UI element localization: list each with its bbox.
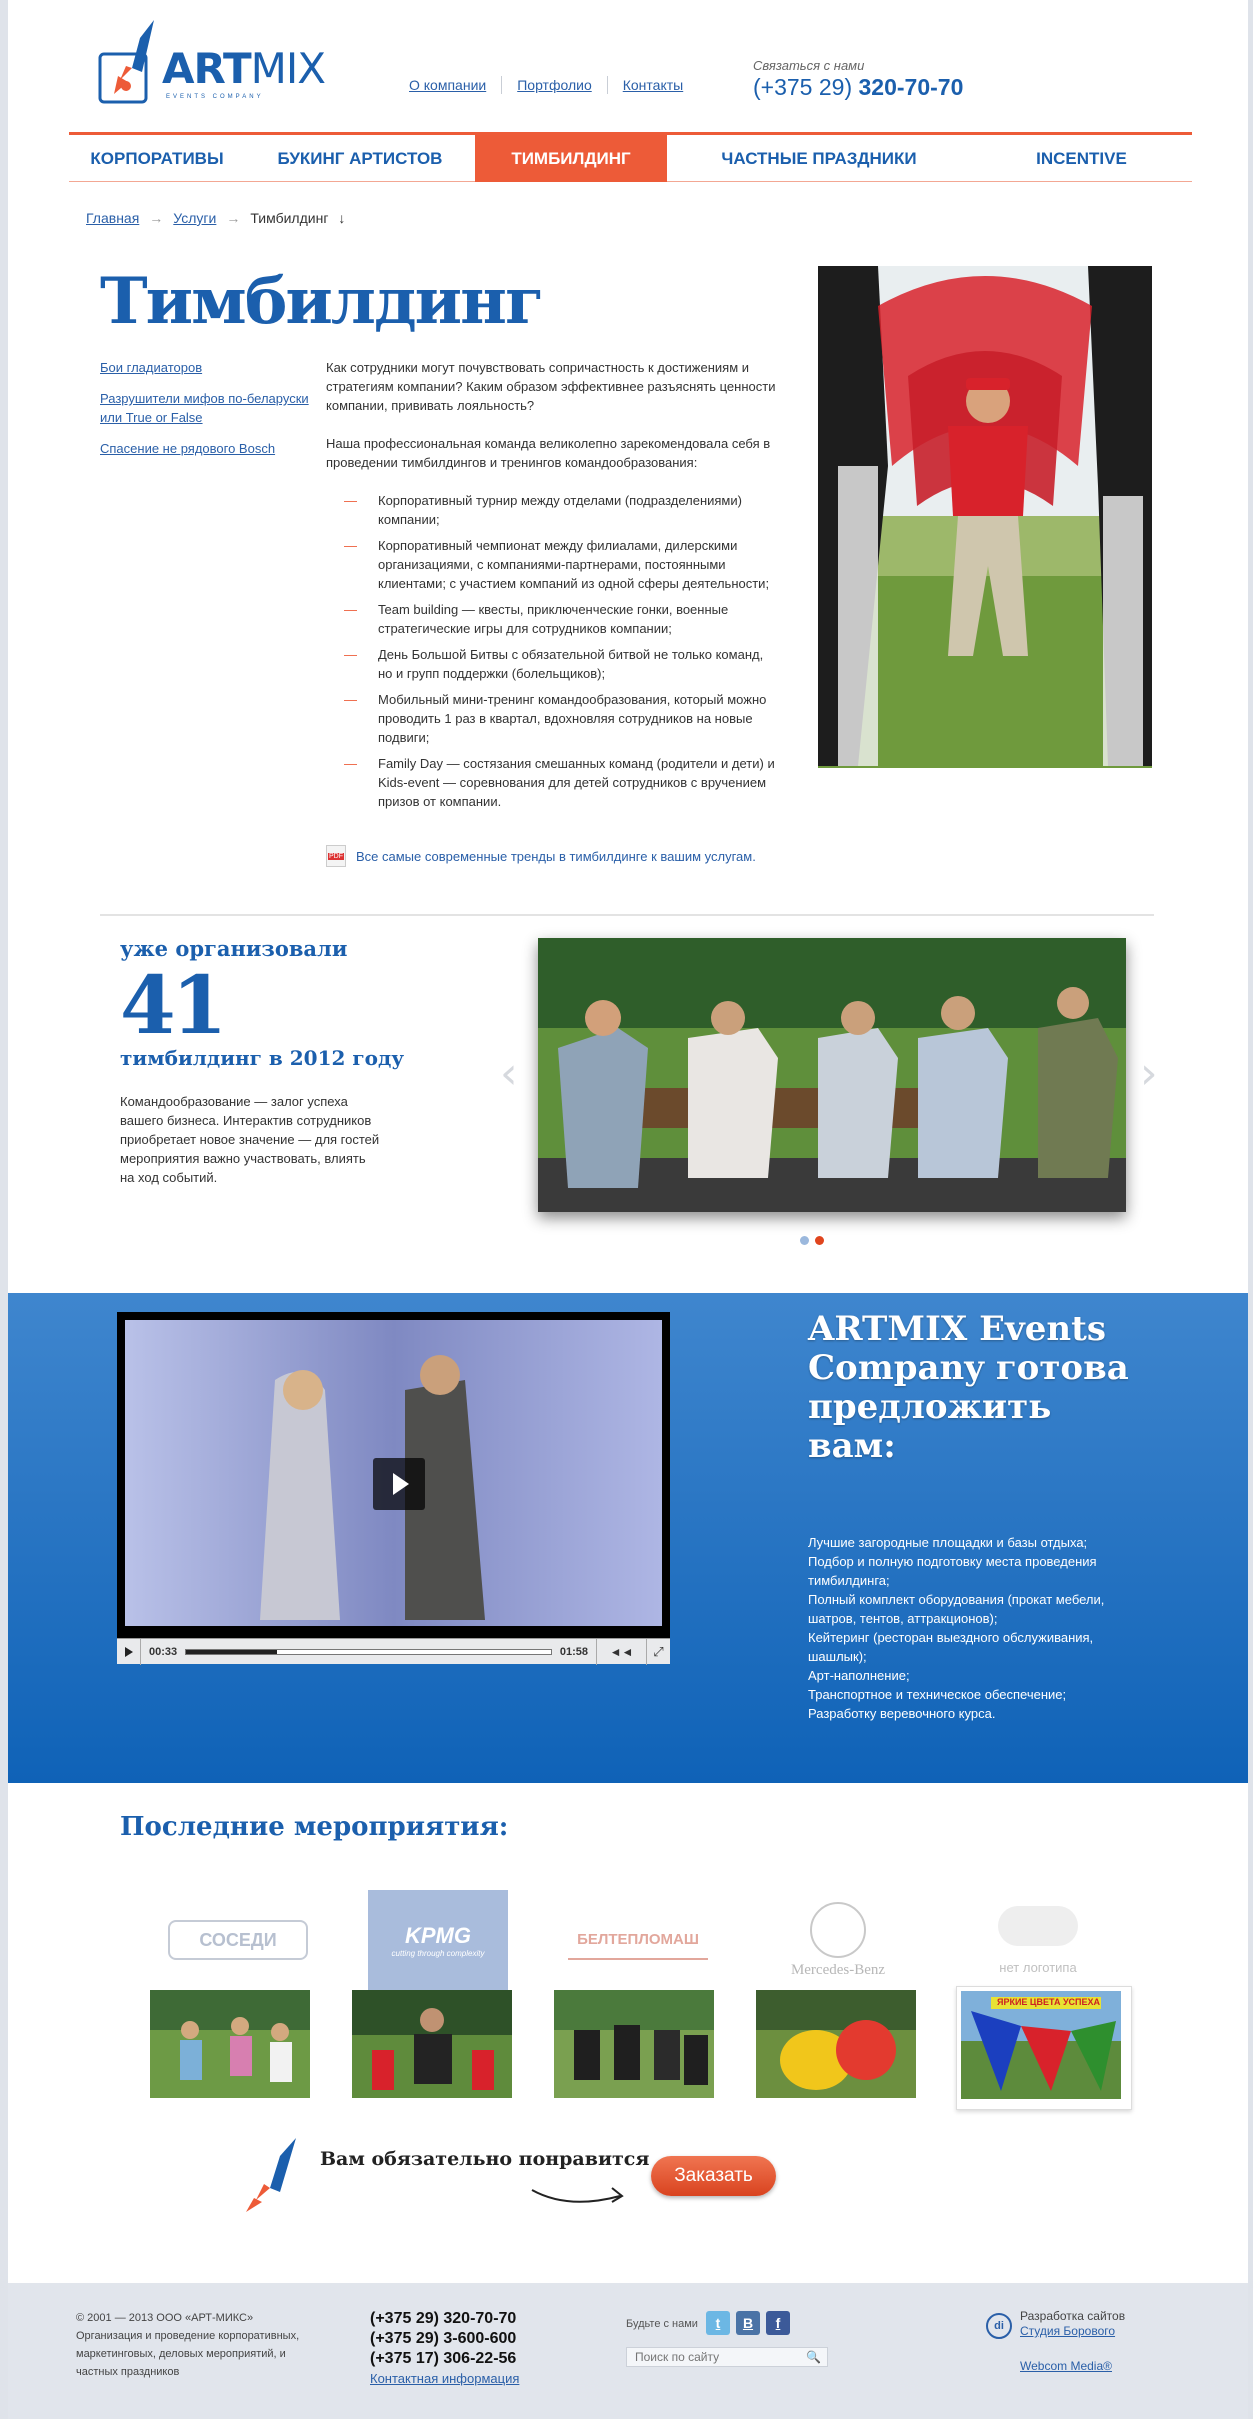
slider-dot[interactable]: [800, 1236, 809, 1245]
mercedes-star-icon: [810, 1902, 866, 1958]
slider-next-button[interactable]: ›: [1140, 1048, 1158, 1099]
play-pause-button[interactable]: [117, 1639, 141, 1665]
slider-dot-active[interactable]: [815, 1236, 824, 1245]
pdf-link[interactable]: Все самые современные тренды в тимбилдинге к вашим услугам.: [356, 848, 756, 864]
event-thumb-featured[interactable]: [956, 1986, 1132, 2110]
slider-prev-button[interactable]: ‹: [500, 1048, 518, 1099]
mainnav-teambuilding[interactable]: ТИМБИЛДИНГ: [475, 135, 667, 182]
order-button[interactable]: Заказать: [651, 2156, 776, 2196]
teambuilding-photo: [818, 266, 1152, 768]
list-item: — День Большой Битвы с обязательной битвой не только команд, но и групп поддержки (болельщиков);: [344, 645, 776, 683]
logo-sosedi[interactable]: СОСЕДИ: [168, 1920, 308, 1960]
sidebar-link-mythbusters[interactable]: Разрушители мифов по-беларуски или True or False: [100, 391, 309, 425]
intro-paragraph: Как сотрудники могут почувствовать сопричастность к достижениям и стратегиям компании? Каким образом эффективнее разъяснять ценности компании, прививать лояльность?: [326, 360, 776, 413]
play-icon[interactable]: [373, 1458, 425, 1510]
topnav-contacts-link[interactable]: Контакты: [607, 76, 698, 94]
sidebar-links: [100, 358, 320, 470]
page: [8, 0, 1248, 2419]
facebook-icon[interactable]: f: [766, 2311, 790, 2335]
footer-phone[interactable]: (+375 17) 306-22-56: [370, 2350, 517, 2367]
mainnav-corporates[interactable]: КОРПОРАТИВЫ: [90, 148, 224, 168]
breadcrumb: [86, 210, 345, 226]
list-item: — Team building — квесты, приключенческие гонки, военные стратегические игры для сотрудников компании;: [344, 600, 776, 638]
page-title: Тимбилдинг: [100, 264, 543, 339]
footer-phone[interactable]: (+375 29) 320-70-70: [370, 2310, 517, 2327]
event-thumb[interactable]: [150, 1990, 310, 2098]
video-current-time: 00:33: [149, 1645, 178, 1658]
event-thumb[interactable]: [554, 1990, 714, 2098]
arrow-down-icon[interactable]: ↓: [338, 210, 346, 226]
event-banner-text: ЯРКИЕ ЦВЕТА УСПЕХА: [997, 1997, 1101, 2007]
breadcrumb-home[interactable]: Главная: [86, 210, 140, 226]
main-nav: [69, 132, 1192, 182]
video-duration: 01:58: [559, 1645, 588, 1658]
header-phone[interactable]: (+375 29) 320-70-70: [753, 74, 964, 100]
mainnav-incentive[interactable]: INCENTIVE: [1036, 148, 1127, 168]
list-item: — Family Day — состязания смешанных команд (родители и дети) и Kids-event — соревнования для детей сотрудников с вручением призов от компании.: [344, 754, 776, 811]
breadcrumb-separator: →: [149, 210, 164, 226]
rocket-icon: [240, 2136, 300, 2212]
developer-logo-icon: di: [986, 2313, 1012, 2339]
social-label: Будьте с нами: [626, 2318, 698, 2330]
sidebar-link-gladiators[interactable]: Бои гладиаторов: [100, 360, 203, 375]
events-title: Последние мероприятия:: [120, 1812, 509, 1842]
search-input[interactable]: [626, 2347, 828, 2367]
stats-number: 41: [120, 958, 224, 1052]
event-thumb-image: [961, 1991, 1121, 2099]
stats-description: Командообразование — залог успеха вашего бизнеса. Интерактив сотрудников приобретает новое значение — для гостей мероприятия важно участвовать, влиять на ход событий.: [120, 1094, 380, 1185]
breadcrumb-current: Тимбилдинг: [250, 210, 329, 226]
contact-label: Связаться с нами: [753, 58, 865, 73]
logo-none[interactable]: нет логотипа: [968, 1890, 1108, 1990]
stats-label-bottom: тимбилдинг в 2012 году: [120, 1046, 405, 1070]
cloud-icon: [998, 1906, 1078, 1946]
fullscreen-icon[interactable]: ⤢: [646, 1639, 670, 1665]
event-thumb[interactable]: [352, 1990, 512, 2098]
search-icon[interactable]: 🔍: [806, 2350, 821, 2364]
developer-credit: Разработка сайтов Студия Борового: [1020, 2309, 1126, 2338]
logo[interactable]: [8, 0, 326, 120]
mainnav-private-parties[interactable]: ЧАСТНЫЕ ПРАЗДНИКИ: [721, 148, 917, 168]
volume-icon[interactable]: ◄◄: [596, 1639, 646, 1665]
topnav-about-link[interactable]: О компании: [409, 77, 487, 93]
article-content: [326, 358, 776, 818]
slider-image: [538, 938, 1126, 1212]
footer-phone[interactable]: (+375 29) 3-600-600: [370, 2330, 517, 2347]
pdf-icon: [326, 845, 346, 867]
section-divider: [100, 914, 1154, 916]
band-list: [808, 1533, 1138, 1723]
twitter-icon[interactable]: t: [706, 2311, 730, 2335]
list-item: Полный комплект оборудования (прокат мебели, шатров, тентов, аттракционов);: [808, 1592, 1105, 1626]
video-player[interactable]: [117, 1312, 670, 1664]
vkontakte-icon[interactable]: B: [736, 2311, 760, 2335]
services-list: [344, 491, 776, 811]
breadcrumb-services[interactable]: Услуги: [173, 210, 217, 226]
cta-text: Вам обязательно понравится: [320, 2148, 650, 2170]
logo-mercedes[interactable]: Mercedes-Benz: [768, 1890, 908, 1990]
stats-label-top: уже организовали: [120, 936, 348, 961]
topnav-portfolio-link[interactable]: Портфолио: [501, 76, 607, 94]
footer-phones: [370, 2309, 519, 2389]
top-nav: [394, 76, 698, 94]
sidebar-link-bosch[interactable]: Спасение не рядового Bosch: [100, 441, 276, 456]
curved-arrow-icon: [528, 2180, 628, 2210]
logo-kpmg[interactable]: KPMG cutting through complexity: [368, 1890, 508, 1990]
client-logos: [148, 1890, 1128, 1990]
logo-subtitle: EVENTS COMPANY: [166, 94, 264, 100]
list-item: Подбор и полную подготовку места проведения тимбилдинга;: [808, 1554, 1097, 1588]
list-item: Кейтеринг (ресторан выездного обслуживания, шашлык);: [808, 1630, 1094, 1664]
video-controls: [117, 1638, 670, 1664]
footer: [8, 2283, 1248, 2419]
list-item: — Корпоративный чемпионат между филиалами, дилерскими организациями, с компаниями-партнерами, постоянными клиентами; с участием компаний из одной сферы деятельности;: [344, 536, 776, 593]
slider-dots: [800, 1236, 824, 1245]
list-item: Разработку веревочного курса.: [808, 1706, 996, 1721]
video-seek-fill: [186, 1650, 277, 1654]
breadcrumb-separator: →: [226, 210, 241, 226]
list-item: — Мобильный мини-тренинг командообразования, который можно проводить 1 раз в квартал, вдохновляя сотрудников на новые подвиги;: [344, 690, 776, 747]
developer-link[interactable]: Студия Борового: [1020, 2324, 1116, 2338]
logo-belteplomash[interactable]: БЕЛТЕПЛОМАШ: [568, 1920, 708, 1960]
logo-wordmark: ARTMIX: [162, 44, 326, 93]
mainnav-booking[interactable]: БУКИНГ АРТИСТОВ: [277, 148, 443, 168]
list-item: Лучшие загородные площадки и базы отдыха;: [808, 1535, 1088, 1550]
footer-contact-link[interactable]: Контактная информация: [370, 2371, 520, 2386]
event-thumb[interactable]: [756, 1990, 916, 2098]
video-seek-bar[interactable]: [185, 1649, 552, 1655]
pdf-download[interactable]: [326, 845, 756, 867]
footer-copyright: © 2001 — 2013 ООО «АРТ-МИКС» Организация и проведение корпоративных, маркетинговых, деловых мероприятий, и частных праздников: [76, 2312, 300, 2378]
list-item: — Корпоративный турнир между отделами (подразделениями) компании;: [344, 491, 776, 529]
webcom-link[interactable]: Webcom Media®: [1020, 2359, 1112, 2373]
band-title: ARTMIX Events Company готова предложить вам:: [808, 1309, 1129, 1466]
video-frame[interactable]: [125, 1320, 662, 1626]
event-thumbnails: [150, 1990, 1130, 2100]
lead-paragraph: Наша профессиональная команда великолепно зарекомендовала себя в проведении тимбилдингов и тренингов командообразования:: [326, 436, 771, 470]
list-item: Транспортное и техническое обеспечение;: [808, 1687, 1067, 1702]
list-item: Арт-наполнение;: [808, 1668, 910, 1683]
